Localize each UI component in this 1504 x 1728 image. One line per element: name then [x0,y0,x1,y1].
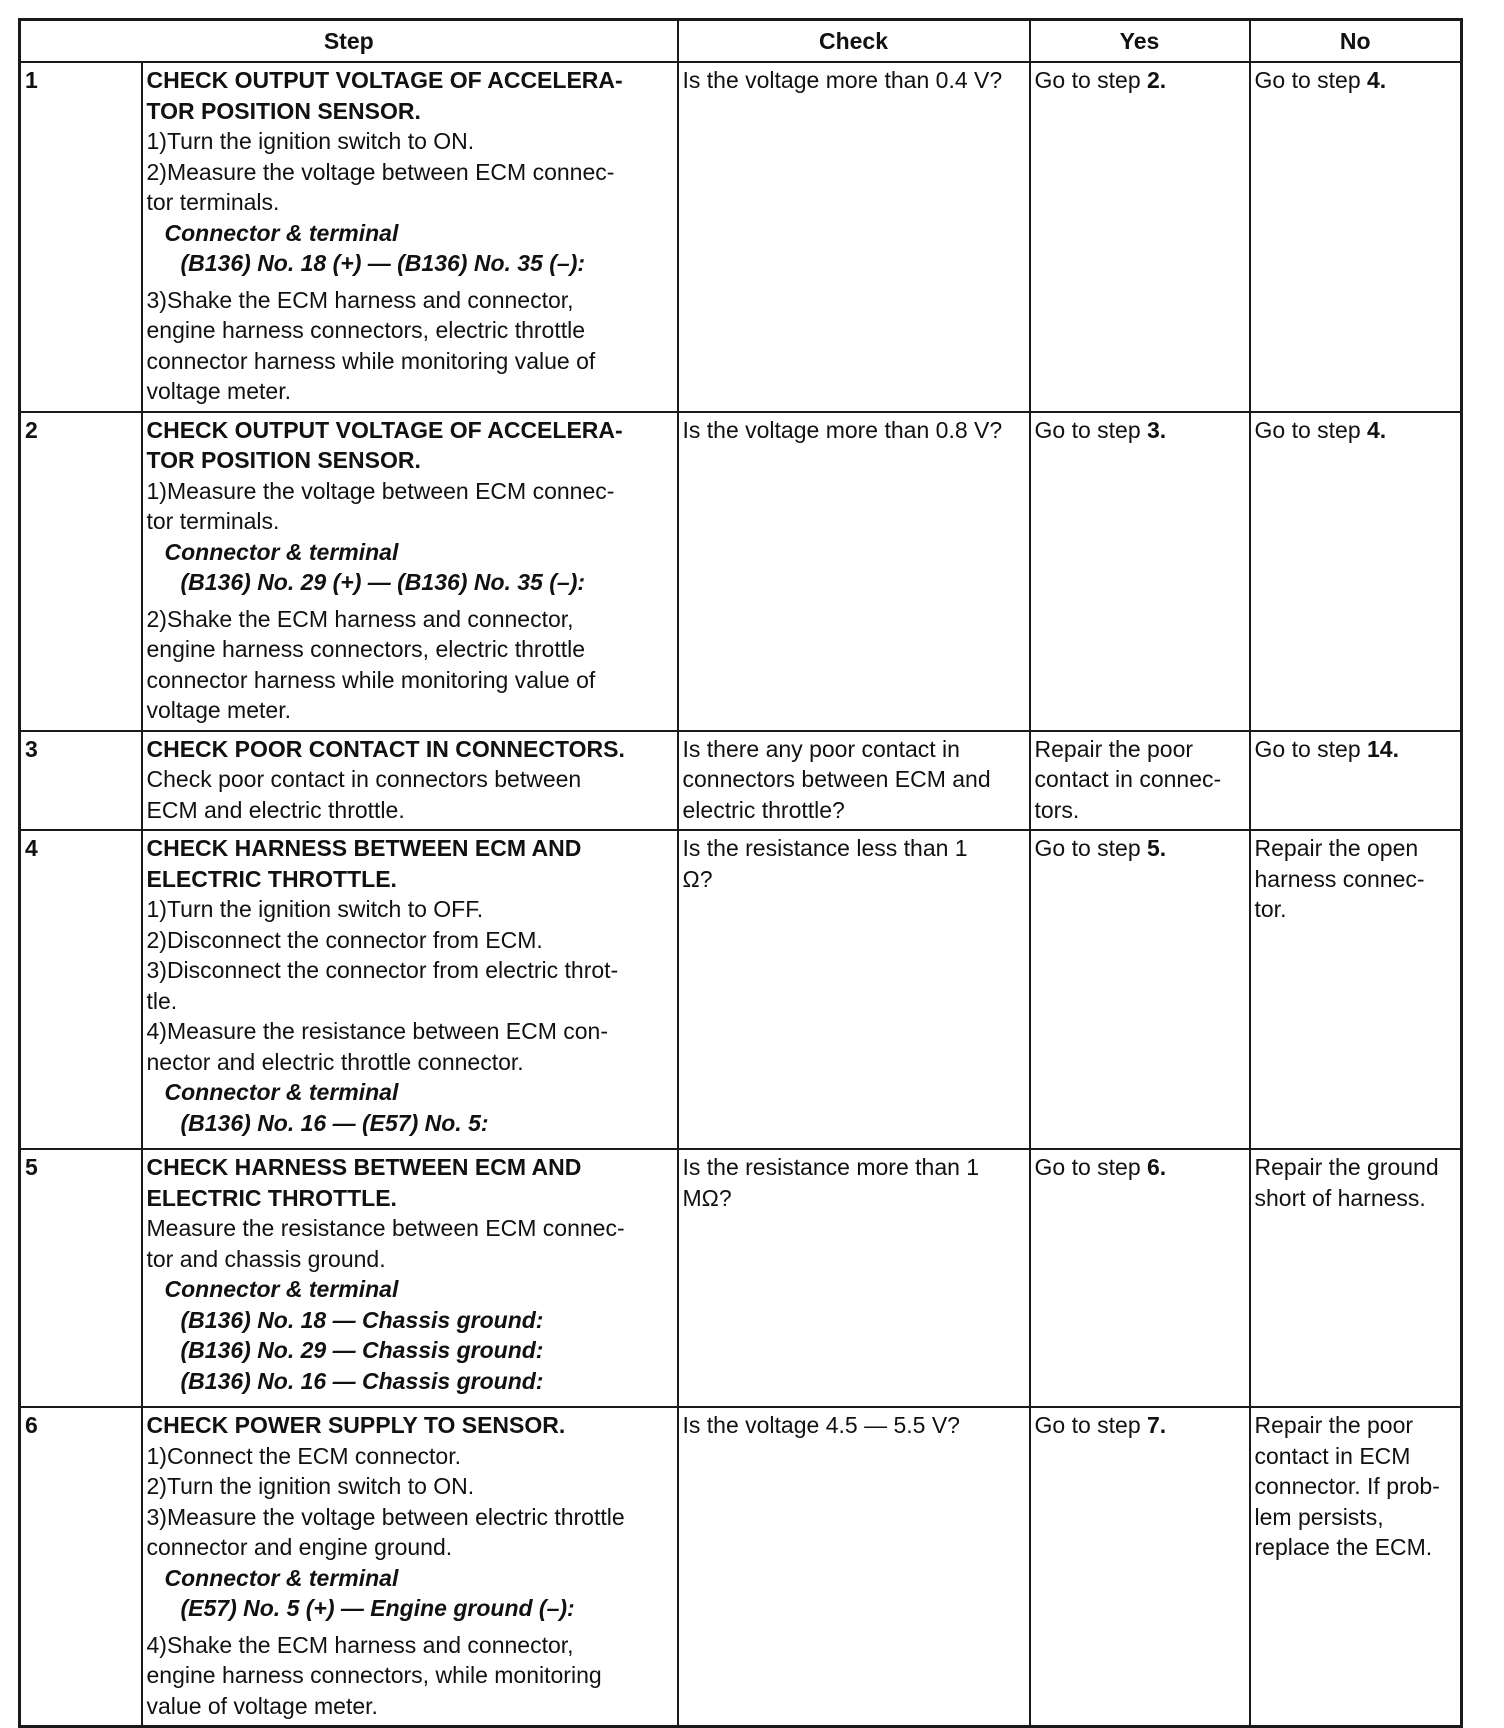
connector-terminal-value: (B136) No. 16 — Chassis ground: [180,1367,544,1394]
step-title: TOR POSITION SENSOR. [146,97,421,124]
step-instruction: ECM and electric throttle. [146,796,405,823]
step-instruction: 3)Shake the ECM harness and connector, [146,286,574,313]
no-action-line: replace the ECM. [1254,1534,1433,1560]
table-row [20,62,1462,412]
step-description [142,1407,678,1727]
step-instruction: Check poor contact in connectors between [146,766,582,792]
connector-terminal-value: (B136) No. 16 — (E57) No. 5: [180,1109,489,1136]
yes-action [1030,1149,1250,1407]
table-row [20,731,1462,831]
step-instruction: 1)Turn the ignition switch to OFF. [146,896,484,922]
header-yes: Yes [1030,20,1250,63]
connector-terminal-block [147,1077,673,1138]
check-line: Is the voltage more than 0.4 V? [682,67,1003,93]
header-check: Check [678,20,1030,63]
check-question [678,412,1030,731]
step-instruction: nector and electric throttle connector. [146,1048,524,1075]
step-instruction: 2)Shake the ECM harness and connector, [146,605,574,632]
diagnostic-document [18,18,1460,1728]
yes-action-line: contact in connec- [1034,766,1222,792]
no-action-line: contact in ECM [1254,1442,1411,1469]
no-action-line: Repair the ground [1254,1154,1439,1180]
connector-terminal-block [147,218,673,279]
yes-action-line: Repair the poor [1034,735,1194,762]
step-title: CHECK OUTPUT VOLTAGE OF ACCELERA- [146,416,623,443]
check-question [678,731,1030,831]
check-line: Is the resistance less than 1 [682,835,968,861]
table-row [20,1407,1462,1727]
step-instruction: 4)Shake the ECM harness and connector, [146,1631,574,1658]
yes-action [1030,62,1250,412]
step-description [142,830,678,1149]
connector-terminal-block [147,1563,673,1624]
step-instruction: connector harness while monitoring value of [146,347,596,374]
connector-terminal-value: (B136) No. 29 — Chassis ground: [180,1337,544,1363]
check-line: Is the resistance more than 1 [682,1154,980,1180]
step-instruction: engine harness connectors, electric throttle [146,636,586,662]
yes-target-step: 3. [1147,416,1167,443]
step-instruction: value of voltage meter. [146,1692,378,1719]
step-instruction: engine harness connectors, while monitoring [146,1662,602,1688]
yes-action [1030,1407,1250,1727]
no-action-line: tor. [1254,896,1287,922]
connector-terminal-label: Connector & terminal [164,1079,399,1105]
table-body [20,62,1462,1727]
step-number: 6 [20,1407,142,1727]
check-line: Is the voltage more than 0.8 V? [682,416,1003,443]
diagnostic-table [18,18,1463,1728]
check-question [678,1407,1030,1727]
header-row [20,20,1462,63]
connector-terminal-value: (B136) No. 18 (+) — (B136) No. 35 (–): [180,250,586,276]
step-title: TOR POSITION SENSOR. [146,447,421,473]
no-target-step: 14. [1367,735,1399,762]
step-instruction: 4)Measure the resistance between ECM con- [146,1018,608,1044]
check-line: MΩ? [682,1184,732,1211]
step-instruction: tor and chassis ground. [146,1245,386,1272]
step-instruction: voltage meter. [146,378,291,404]
no-action-line: connector. If prob- [1254,1473,1440,1499]
check-question [678,1149,1030,1407]
step-instruction: 2)Disconnect the connector from ECM. [146,926,543,953]
no-action [1250,62,1462,412]
step-instruction: tor terminals. [146,189,280,215]
step-instruction: connector and engine ground. [146,1534,453,1560]
step-instruction: 1)Turn the ignition switch to ON. [146,128,475,154]
step-title: CHECK POOR CONTACT IN CONNECTORS. [146,735,625,762]
yes-action [1030,830,1250,1149]
step-title: CHECK HARNESS BETWEEN ECM AND [146,835,582,861]
no-action-text: Go to step [1254,67,1368,93]
check-question [678,830,1030,1149]
step-instruction: voltage meter. [146,697,291,723]
no-action-text: Go to step [1254,416,1368,443]
no-action [1250,1149,1462,1407]
no-target-step: 4. [1367,416,1387,443]
step-description [142,731,678,831]
connector-terminal-block [147,1274,673,1396]
step-title: ELECTRIC THROTTLE. [146,1184,397,1211]
connector-terminal-value: (E57) No. 5 (+) — Engine ground (–): [180,1595,575,1621]
step-number: 3 [20,731,142,831]
step-instruction: 1)Measure the voltage between ECM connec- [146,477,615,504]
no-action-line: Repair the open [1254,835,1419,861]
yes-action-text: Go to step [1034,416,1148,443]
yes-action [1030,412,1250,731]
step-instruction: 3)Measure the voltage between electric throttle [146,1503,625,1530]
yes-action-text: Go to step [1034,67,1148,93]
no-action-line: harness connec- [1254,865,1425,892]
connector-terminal-block [147,537,673,598]
connector-terminal-value: (B136) No. 18 — Chassis ground: [180,1306,544,1333]
yes-target-step: 6. [1147,1154,1167,1180]
step-number: 2 [20,412,142,731]
step-instruction: 3)Disconnect the connector from electric throt- [146,957,619,983]
check-question [678,62,1030,412]
yes-action [1030,731,1250,831]
step-title: CHECK HARNESS BETWEEN ECM AND [146,1154,582,1180]
step-instruction: 2)Measure the voltage between ECM connec- [146,158,615,185]
connector-terminal-label: Connector & terminal [164,538,399,565]
step-description [142,1149,678,1407]
step-instruction: 2)Turn the ignition switch to ON. [146,1473,475,1499]
step-title: CHECK POWER SUPPLY TO SENSOR. [146,1412,566,1438]
header-step: Step [20,20,678,63]
step-title: CHECK OUTPUT VOLTAGE OF ACCELERA- [146,67,623,93]
step-instruction: engine harness connectors, electric throttle [146,317,586,343]
no-action-line: Repair the poor [1254,1412,1414,1438]
step-instruction: 1)Connect the ECM connector. [146,1442,461,1469]
no-action [1250,830,1462,1149]
check-line: connectors between ECM and [682,766,991,792]
no-target-step: 4. [1367,67,1387,93]
header-no: No [1250,20,1462,63]
step-instruction: tor terminals. [146,508,280,534]
table-row [20,412,1462,731]
step-number: 4 [20,830,142,1149]
table-row [20,830,1462,1149]
connector-terminal-label: Connector & terminal [164,1564,399,1591]
check-line: Is there any poor contact in [682,735,960,762]
yes-target-step: 5. [1147,835,1167,861]
connector-terminal-value: (B136) No. 29 (+) — (B136) No. 35 (–): [180,569,586,595]
step-instruction: connector harness while monitoring value of [146,666,596,693]
no-action [1250,412,1462,731]
step-instruction: Measure the resistance between ECM connec- [146,1215,625,1241]
no-action [1250,731,1462,831]
step-title: ELECTRIC THROTTLE. [146,865,397,892]
no-action-text: Go to step [1254,735,1368,762]
no-action-line: lem persists, [1254,1503,1384,1530]
check-line: Is the voltage 4.5 — 5.5 V? [682,1412,960,1438]
connector-terminal-label: Connector & terminal [164,1276,399,1302]
check-line: Ω? [682,865,713,892]
yes-action-text: Go to step [1034,835,1148,861]
step-instruction: tle. [146,987,178,1014]
step-description [142,412,678,731]
step-description [142,62,678,412]
yes-action-text: Go to step [1034,1154,1148,1180]
yes-action-text: Go to step [1034,1412,1148,1438]
yes-target-step: 2. [1147,67,1167,93]
no-action [1250,1407,1462,1727]
connector-terminal-label: Connector & terminal [164,219,399,246]
no-action-line: short of harness. [1254,1184,1426,1211]
table-row [20,1149,1462,1407]
check-line: electric throttle? [682,796,845,823]
step-number: 5 [20,1149,142,1407]
yes-target-step: 7. [1147,1412,1167,1438]
step-number: 1 [20,62,142,412]
yes-action-line: tors. [1034,796,1080,823]
